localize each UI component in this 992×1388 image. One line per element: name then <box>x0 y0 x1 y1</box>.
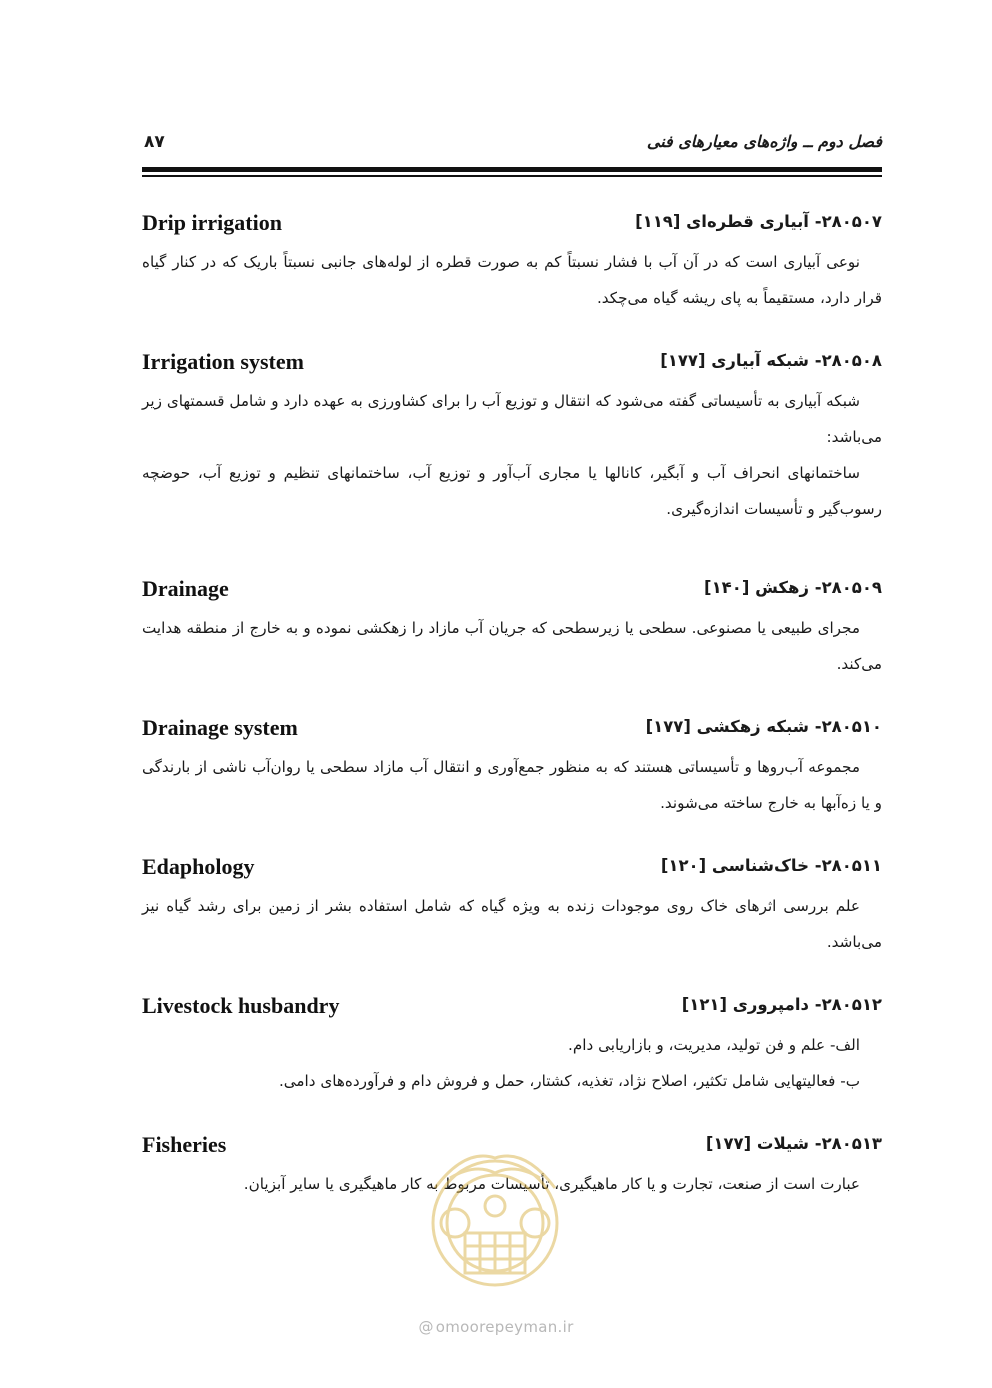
list-item: الف- علم و فن تولید، مدیریت، و بازاریابی دام. <box>568 1036 860 1054</box>
entry-heading <box>142 717 882 749</box>
entry-drainage <box>142 578 882 682</box>
term-persian: ۲۸۰۵۱۲- دامپروری [۱۲۱] <box>681 995 882 1014</box>
watermark-url <box>0 1318 992 1336</box>
term-english: Fisheries <box>142 1132 227 1157</box>
entry-heading <box>142 856 882 888</box>
definition-paragraph: مجموعه آب‌روها و تأسیساتی هستند که به منظور جمع‌آوری و انتقال آب مازاد سطحی یا روان‌آب ناشی از بارندگی و یا زه‌آبها به خارج ساخته می‌شوند. <box>142 758 882 812</box>
definition-paragraph: عبارت است از صنعت، تجارت و یا کار ماهیگیری، تأسیسات مربوط به کار ماهیگیری یا سایر آبزیان. <box>243 1175 860 1193</box>
term-persian: ۲۸۰۵۰۹- زهکش [۱۴۰] <box>704 578 882 597</box>
term-english: Drainage system <box>142 715 298 740</box>
entry-livestock-husbandry <box>142 995 882 1099</box>
entry-drainage-system <box>142 717 882 821</box>
definition-paragraph: شبکه آبیاری به تأسیساتی گفته می‌شود که انتقال و توزیع آب را برای کشاورزی به عهده دارد و شامل قسمتهای زیر می‌باشد: <box>142 392 882 446</box>
entry-heading <box>142 351 882 383</box>
entry-heading <box>142 212 882 244</box>
page-header <box>142 128 882 162</box>
at-sign-icon: @ <box>418 1318 434 1336</box>
term-persian: ۲۸۰۵۱۳- شیلات [۱۷۷] <box>705 1134 882 1153</box>
term-persian: ۲۸۰۵۰۸- شبکه آبیاری [۱۷۷] <box>660 351 882 370</box>
term-english: Drip irrigation <box>142 210 282 235</box>
definition-paragraph: مجرای طبیعی یا مصنوعی. سطحی یا زیرسطحی که جریان آب مازاد را زهکشی نموده و به خارج از منطقه هدایت می‌کند. <box>142 619 882 673</box>
header-rule-thin <box>142 175 882 177</box>
page-number: ۸۷ <box>144 132 165 152</box>
term-english: Irrigation system <box>142 349 304 374</box>
list-item: ب- فعالیتهایی شامل تکثیر، اصلاح نژاد، تغذیه، کشتار، حمل و فروش دام و فرآورده‌های دامی. <box>278 1072 860 1090</box>
term-persian: ۲۸۰۵۱۱- خاک‌شناسی [۱۲۰] <box>660 856 882 875</box>
watermark-logo <box>395 1128 595 1298</box>
definition-paragraph: ساختمانهای انحراف آب و آبگیر، کانالها یا مجاری آب‌آور و توزیع آب، ساختمانهای تنظیم و توزیع آب، حوضچه رسوب‌گیر و تأسیسات اندازه‌گیری. <box>142 464 882 518</box>
definition-paragraph: نوعی آبیاری است که در آن آب با فشار نسبتاً کم به صورت قطره از لوله‌های جانبی نسبتاً باریک که در کنار گیاه قرار دارد، مستقیماً به پای ریشه گیاه می‌چکد. <box>142 253 882 307</box>
term-english: Edaphology <box>142 854 255 879</box>
term-english: Drainage <box>142 576 229 601</box>
entry-irrigation-system <box>142 351 882 527</box>
term-persian: ۲۸۰۵۱۰- شبکه زهکشی [۱۷۷] <box>645 717 882 736</box>
header-rule-thick <box>142 167 882 172</box>
definition-paragraph: علم بررسی اثرهای خاک روی موجودات زنده به ویژه گیاه که شامل استفاده بشر از زمین برای رشد گیاه نیز می‌باشد. <box>142 897 882 951</box>
entry-heading <box>142 995 882 1027</box>
watermark-url-text: omoorepeyman.ir <box>435 1318 574 1336</box>
term-persian: ۲۸۰۵۰۷- آبیاری قطره‌ای [۱۱۹] <box>635 212 882 231</box>
chapter-title: فصل دوم ــ واژه‌های معیارهای فنی <box>646 132 882 151</box>
entry-heading <box>142 578 882 610</box>
term-english: Livestock husbandry <box>142 993 340 1018</box>
entry-drip-irrigation <box>142 212 882 316</box>
entry-edaphology <box>142 856 882 960</box>
